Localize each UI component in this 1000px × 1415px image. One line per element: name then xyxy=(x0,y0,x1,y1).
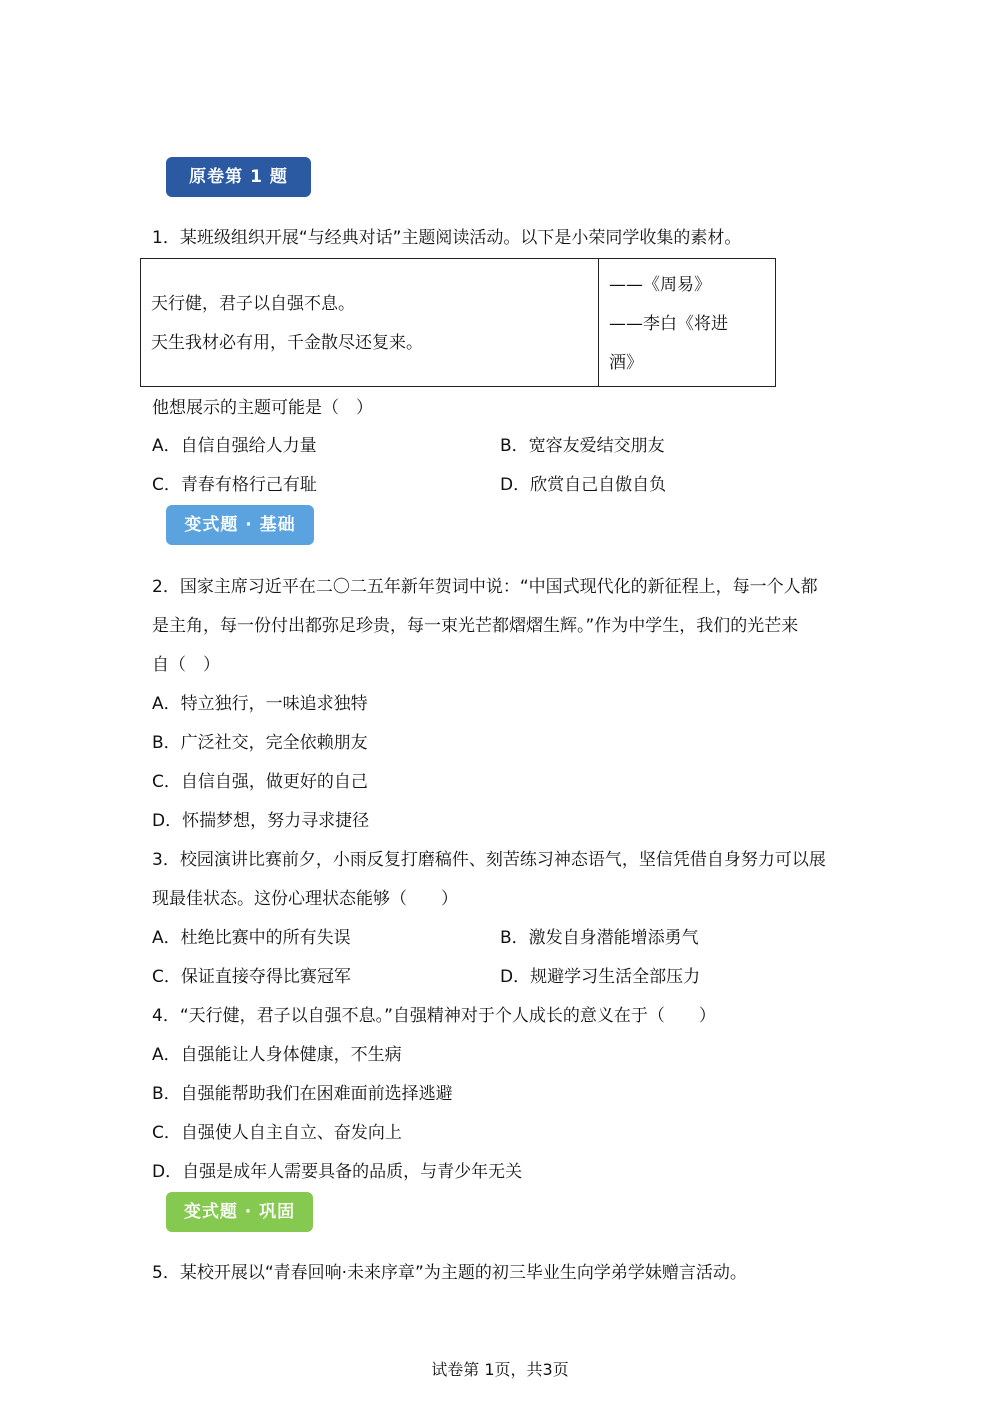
q1-option-d: D．欣赏自己自傲自负 xyxy=(500,475,667,495)
q1-ask: 他想展示的主题可能是（ ） xyxy=(152,398,373,418)
quote-table xyxy=(140,258,776,387)
q3-stem-line-1: 3．校园演讲比赛前夕，小雨反复打磨稿件、刻苦练习神态语气，坚信凭借自身努力可以展 xyxy=(152,850,826,870)
q1-stem: 1．某班级组织开展“与经典对话”主题阅读活动。以下是小荣同学收集的素材。 xyxy=(152,228,742,248)
original-question-tag: 原卷第 1 题 xyxy=(166,157,311,197)
q4-option-d: D．自强是成年人需要具备的品质，与青少年无关 xyxy=(152,1162,523,1182)
q1-option-a: A．自信自强给人力量 xyxy=(152,436,317,456)
q2-stem-line-2: 是主角，每一份付出都弥足珍贵，每一束光芒都熠熠生辉。”作为中学生，我们的光芒来 xyxy=(152,616,799,636)
q4-option-c: C．自强使人自主自立、奋发向上 xyxy=(152,1123,402,1143)
q3-option-b: B．激发自身潜能增添勇气 xyxy=(500,928,699,948)
q3-option-d: D．规避学习生活全部压力 xyxy=(500,967,701,987)
page-footer: 试卷第 1页，共3页 xyxy=(431,1360,569,1379)
q3-option-c: C．保证直接夺得比赛冠军 xyxy=(152,967,351,987)
q4-option-b: B．自强能帮助我们在困难面前选择逃避 xyxy=(152,1084,453,1104)
q2-stem-line-1: 2．国家主席习近平在二〇二五年新年贺词中说：“中国式现代化的新征程上，每一个人都 xyxy=(152,577,818,597)
quote-source-2: ——李白《将进 xyxy=(609,314,728,334)
variant-consolidate-tag: 变式题 · 巩固 xyxy=(166,1192,313,1232)
q3-option-a: A．杜绝比赛中的所有失误 xyxy=(152,928,351,948)
q1-option-c: C．青春有格行己有耻 xyxy=(152,475,317,495)
quote-source-cell xyxy=(599,259,776,387)
q1-option-b: B．宽容友爱结交朋友 xyxy=(500,436,665,456)
quote-source-1: ——《周易》 xyxy=(609,275,711,295)
q4-stem: 4．“天行健，君子以自强不息。”自强精神对于个人成长的意义在于（ ） xyxy=(152,1006,716,1026)
q2-option-c: C．自信自强，做更好的自己 xyxy=(152,772,368,792)
q3-stem-line-2: 现最佳状态。这份心理状态能够（ ） xyxy=(152,889,458,909)
q2-option-d: D．怀揣梦想，努力寻求捷径 xyxy=(152,811,370,831)
quote-line-1: 天行健，君子以自强不息。 xyxy=(151,294,355,314)
q4-option-a: A．自强能让人身体健康，不生病 xyxy=(152,1045,402,1065)
q2-option-a: A．特立独行，一味追求独特 xyxy=(152,694,368,714)
quote-line-2: 天生我材必有用，千金散尽还复来。 xyxy=(151,333,423,353)
q2-option-b: B．广泛社交，完全依赖朋友 xyxy=(152,733,368,753)
q5-stem: 5．某校开展以“青春回响·未来序章”为主题的初三毕业生向学弟学妹赠言活动。 xyxy=(152,1263,747,1283)
q2-stem-line-3: 自（ ） xyxy=(152,655,220,675)
quote-source-3: 酒》 xyxy=(609,353,643,373)
variant-basic-tag: 变式题 · 基础 xyxy=(166,505,314,545)
quote-text-cell xyxy=(141,259,599,387)
